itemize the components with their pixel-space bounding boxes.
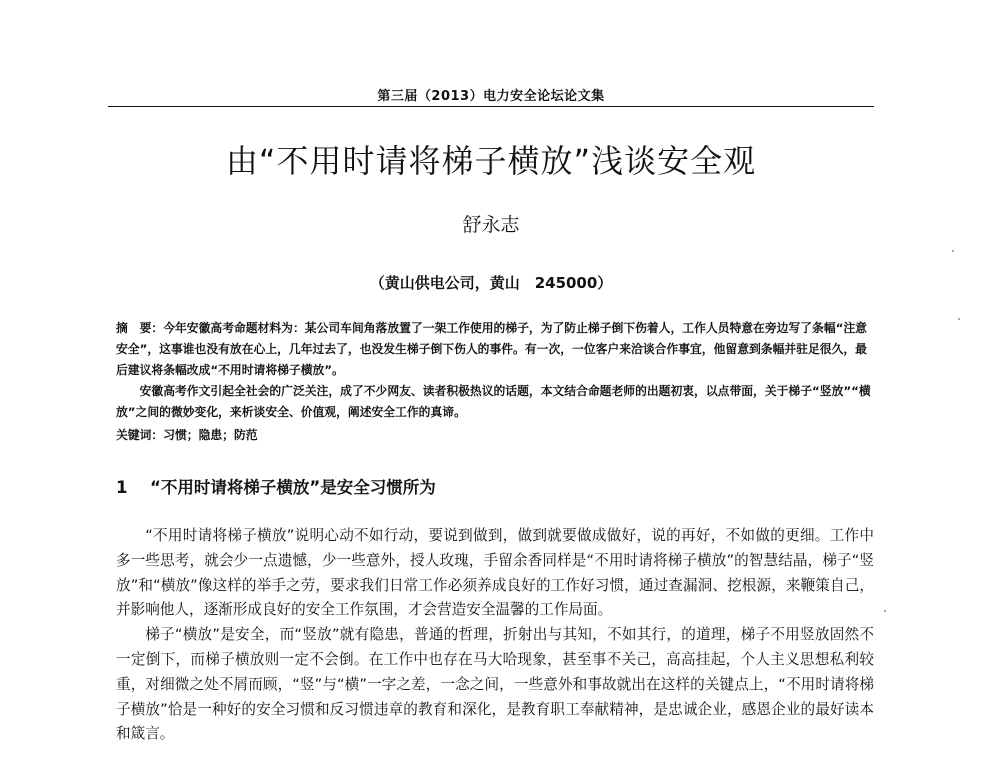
scan-speck: [952, 250, 954, 252]
journal-header: 第三届（2013）电力安全论坛论文集: [377, 89, 605, 104]
body-paragraph-2: 梯子“横放”是安全，而“竖放”就有隐患，普通的哲理，折射出与其知，不如其行，的道理，梯子不用竖放固然不一定倒下，而梯子横放则一定不会倒。在工作中也存在马大哈现象，甚至事不关己，高高挂起，个人主义思想私利较重，对细微之处不屑而顾，“竖”与“横”一字之差，一念之间，一些意外和事故就出在这样的关键点上，“不用时请将梯子横放”恰是一种好的安全习惯和反习惯违章的教育和深化，是教育职工奉献精神，是忠诚企业，感恩企业的最好读本和箴言。: [116, 626, 874, 743]
abstract-paragraph-1: [116, 318, 872, 381]
body-paragraph-1: “不用时请将梯子横放”说明心动不如行动，要说到做到，做到就要做成做好，说的再好，不如做的更细。工作中多一些思考，就会少一点遗憾，少一些意外，授人玫瑰，手留余香同样是“不用时请将梯子横放”的智慧结晶，梯子“竖放”和“横放”像这样的举手之劳，要求我们日常工作必须养成良好的工作好习惯，通过查漏洞、挖根源，来鞭策自己，并影响他人，逐渐形成良好的安全工作氛围，才会营造安全温馨的工作局面。: [116, 527, 874, 619]
section-number: 1: [116, 478, 128, 497]
section-1-heading: [116, 474, 872, 498]
section-1-body: [116, 524, 874, 747]
scan-speck: [884, 610, 886, 612]
header-divider: [108, 106, 874, 107]
keywords: [116, 426, 872, 443]
article-author: 舒永志: [462, 214, 520, 236]
abstract-label: 摘 要：: [116, 321, 164, 335]
article-title: 由“不用时请将梯子横放”浅谈安全观: [225, 142, 757, 180]
keywords-label: 关键词：: [116, 428, 164, 442]
article-affiliation: （黄山供电公司，黄山 245000）: [369, 274, 613, 292]
abstract-text-1: 今年安徽高考命题材料为：某公司车间角落放置了一架工作使用的梯子，为了防止梯子倒下伤着人，工作人员特意在旁边写了条幅“注意安全”，这事谁也没有放在心上，几年过去了，也没发生梯子倒下伤人的事件。有一次，一位客户来洽谈合作事宜，他留意到条幅并驻足很久，最后建议将条幅改成“不用时请将梯子横放”。: [116, 321, 867, 377]
keywords-text: 习惯；隐患；防范: [163, 428, 258, 442]
abstract-paragraph-2: 安徽高考作文引起全社会的广泛关注，成了不少网友、读者积极热议的话题，本文结合命题老师的出题初衷，以点带面，关于梯子“竖放”“横放”之间的微妙变化，来析谈安全、价值观，阐述安全工作的真谛。: [116, 384, 871, 419]
scan-speck: [958, 318, 960, 320]
abstract: [116, 318, 872, 423]
section-title: “不用时请将梯子横放”是安全习惯所为: [150, 478, 436, 497]
